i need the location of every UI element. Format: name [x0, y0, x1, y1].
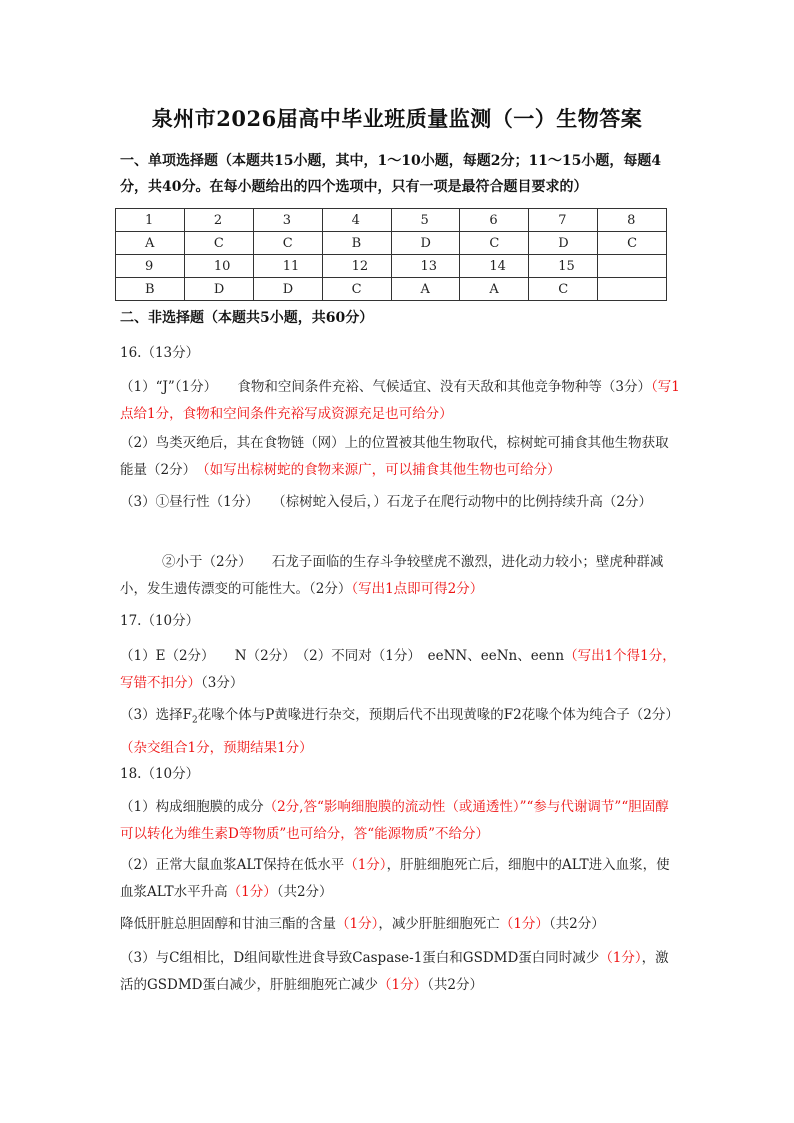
- table-cell: D: [529, 232, 598, 255]
- table-cell: 4: [322, 209, 391, 232]
- grading-note: （1分）: [227, 884, 277, 900]
- table-row: [116, 232, 667, 255]
- answer-text: （1）“J”（1分） 食物和空间条件充裕、气候适宜、没有天敌和其他竞争物种等（3分）: [120, 379, 651, 395]
- q18-part2b: [120, 911, 680, 938]
- answer-text: ②小于（2分） 石龙子面临的生存斗争较壁虎不激烈，进化动力较小；壁虎种群减小，发生遗传漂变的可能性大。（2分）: [120, 554, 664, 597]
- table-cell: 7: [529, 209, 598, 232]
- grading-note: （1分）: [344, 857, 387, 873]
- grading-note: （写出1点即可得2分）: [351, 581, 484, 597]
- answer-text: ，减少肝脏细胞死亡: [378, 916, 500, 932]
- grading-note: （2分,答“影响细胞膜的流动性（或通透性）”“参与代谢调节”“胆固醇可以转化为维生素D等物质”也可给分，答“能源物质”不给分）: [120, 799, 669, 842]
- grading-note: （写1点给1分，食物和空间条件充裕写成资源充足也可给分）: [120, 379, 680, 422]
- grading-note: （杂交组合1分，预期结果1分）: [120, 739, 313, 756]
- table-cell: 13: [391, 255, 460, 278]
- table-cell: 6: [460, 209, 529, 232]
- q16-part3: （3）①昼行性（1分） （棕树蛇入侵后，）石龙子在爬行动物中的比例持续升高（2分）: [120, 494, 653, 510]
- answer-text: 花喙个体与P黄喙进行杂交，预期后代不出现黄喙的F2花喙个体为纯合子（2分）: [197, 707, 679, 723]
- table-cell: C: [598, 232, 667, 255]
- q17-heading: 17.（10分）: [120, 613, 200, 629]
- page-title: 泉州市2026届高中毕业班质量监测（一）生物答案: [151, 106, 643, 131]
- table-cell: 14: [460, 255, 529, 278]
- table-cell: A: [460, 278, 529, 301]
- q16-heading: 16.（13分）: [120, 345, 200, 361]
- answer-text: ，激活的GSDMD蛋白减少，肝脏细胞死亡减少: [120, 950, 669, 993]
- table-cell: 1: [116, 209, 185, 232]
- score-text: （共2分）: [276, 884, 333, 900]
- table-cell: 15: [529, 255, 598, 278]
- score-text: （共2分）: [427, 977, 483, 993]
- table-cell: 3: [253, 209, 322, 232]
- q16-part1: [120, 374, 680, 428]
- grading-note: （写出1个得1分，写错不扣分）: [120, 648, 676, 691]
- table-cell: 9: [116, 255, 185, 278]
- table-cell: D: [253, 278, 322, 301]
- q16-part3-2: [120, 549, 680, 603]
- answer-text: ，肝脏细胞死亡后，细胞中的ALT进入血浆，使血浆ALT水平升高: [120, 857, 670, 900]
- table-cell: A: [391, 278, 460, 301]
- grading-note: （1分）: [378, 977, 428, 993]
- grading-note: （如写出棕树蛇的食物来源广，可以捕食其他生物也可给分）: [189, 462, 561, 478]
- table-row: [116, 255, 667, 278]
- grading-note: （1分）: [599, 950, 642, 966]
- table-cell: [598, 278, 667, 301]
- table-cell: C: [322, 278, 391, 301]
- answer-table: [115, 208, 667, 301]
- section2-heading: 二、非选择题（本题共5小题，共60分）: [120, 310, 374, 326]
- grading-note: （1分）: [336, 916, 379, 932]
- table-cell: [598, 255, 667, 278]
- subscript: 2: [191, 715, 198, 726]
- table-cell: B: [116, 278, 185, 301]
- q18-part2: [120, 852, 680, 906]
- answer-text: （3）选择F: [120, 707, 192, 723]
- table-cell: C: [460, 232, 529, 255]
- table-cell: C: [253, 232, 322, 255]
- section1-heading: 一、单项选择题（本题共15小题，其中，1～10小题，每题2分；11～15小题，每题4分，共40分。在每小题给出的四个选项中，只有一项是最符合题目要求的）: [120, 153, 662, 195]
- score-text: （3分）: [201, 675, 244, 691]
- answer-text: 降低肝脏总胆固醇和甘油三酯的含量: [120, 916, 336, 932]
- answer-text: （1）E（2分） N（2分） （2）不同对（1分） eeNN、eeNn、eenn: [120, 648, 565, 664]
- table-cell: 2: [184, 209, 253, 232]
- q17-part1: [120, 643, 680, 697]
- table-row: [116, 278, 667, 301]
- table-cell: 12: [322, 255, 391, 278]
- answer-text: （2）鸟类灭绝后，其在食物链（网）上的位置被其他生物取代，棕树蛇可捕食其他生物获取能量（2分）: [120, 435, 669, 478]
- answer-text: （2）正常大鼠血浆ALT保持在低水平: [120, 857, 345, 873]
- score-text: （共2分）: [548, 916, 605, 932]
- table-cell: D: [184, 278, 253, 301]
- table-row: [116, 209, 667, 232]
- table-cell: C: [184, 232, 253, 255]
- q16-part2: [120, 430, 680, 484]
- table-cell: 8: [598, 209, 667, 232]
- table-cell: D: [391, 232, 460, 255]
- table-cell: 10: [184, 255, 253, 278]
- table-cell: B: [322, 232, 391, 255]
- q18-part3: [120, 945, 680, 999]
- table-cell: A: [116, 232, 185, 255]
- q18-part1: [120, 794, 680, 848]
- table-cell: C: [529, 278, 598, 301]
- answer-text: （1）构成细胞膜的成分: [120, 799, 264, 815]
- q18-heading: 18.（10分）: [120, 766, 200, 782]
- answer-text: （3）与C组相比，D组间歇性进食导致Caspase-1蛋白和GSDMD蛋白同时减少: [120, 950, 600, 966]
- grading-note: （1分）: [499, 916, 549, 932]
- table-cell: 11: [253, 255, 322, 278]
- q17-part3: [120, 702, 680, 762]
- table-cell: 5: [391, 209, 460, 232]
